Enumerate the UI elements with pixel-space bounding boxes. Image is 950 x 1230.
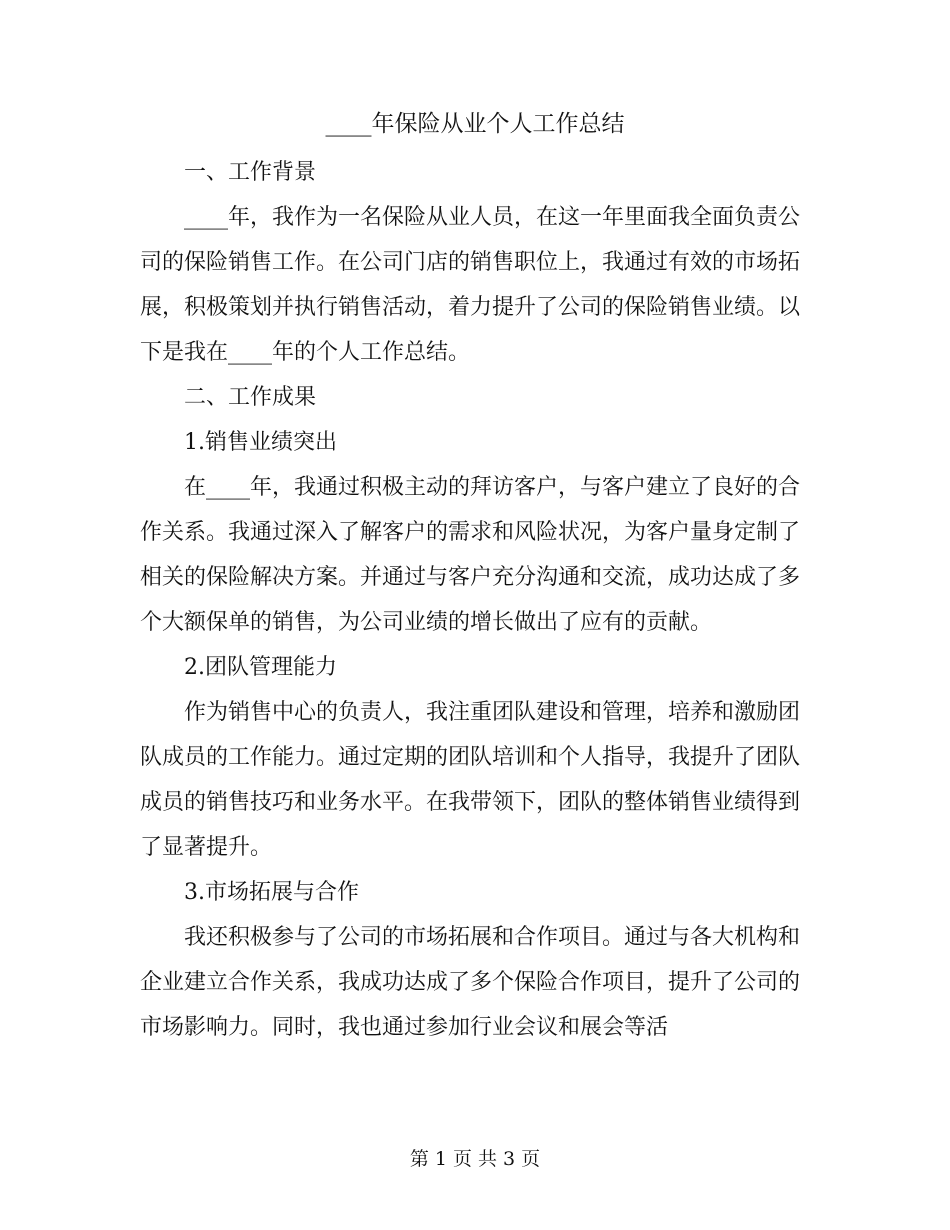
- document-title: ____年保险从业个人工作总结: [325, 111, 625, 137]
- section-heading-background: 一、工作背景: [184, 160, 317, 185]
- section-heading-results: 二、工作成果: [184, 385, 317, 410]
- paragraph-sales-performance: 在____年，我通过积极主动的拜访客户，与客户建立了良好的合作关系。我通过深入了解客户的需求和风险状况，为客户量身定制了相关的保险解决方案。并通过与客户充分沟通和交流，成功达成了多个大额保单的销售，为公司业绩的增长做出了应有的贡献。: [140, 475, 801, 635]
- paragraph-background: ____年，我作为一名保险从业人员，在这一年里面我全面负责公司的保险销售工作。在公司门店的销售职位上，我通过有效的市场拓展，积极策划并执行销售活动，着力提升了公司的保险销售业绩。以下是我在____年的个人工作总结。: [140, 205, 801, 365]
- document-body: [140, 150, 800, 1050]
- subheading-market-expansion: 3.市场拓展与合作: [184, 880, 359, 905]
- subheading-team-management: 2.团队管理能力: [184, 655, 337, 680]
- subheading-sales-performance: 1.销售业绩突出: [184, 430, 337, 455]
- paragraph-team-management: 作为销售中心的负责人，我注重团队建设和管理，培养和激励团队成员的工作能力。通过定期的团队培训和个人指导，我提升了团队成员的销售技巧和业务水平。在我带领下，团队的整体销售业绩得到了显著提升。: [140, 700, 801, 860]
- paragraph-market-expansion: 我还积极参与了公司的市场拓展和合作项目。通过与各大机构和企业建立合作关系，我成功达成了多个保险合作项目，提升了公司的市场影响力。同时，我也通过参加行业会议和展会等活: [140, 925, 801, 1040]
- page-footer: 第 1 页 共 3 页: [409, 1148, 541, 1170]
